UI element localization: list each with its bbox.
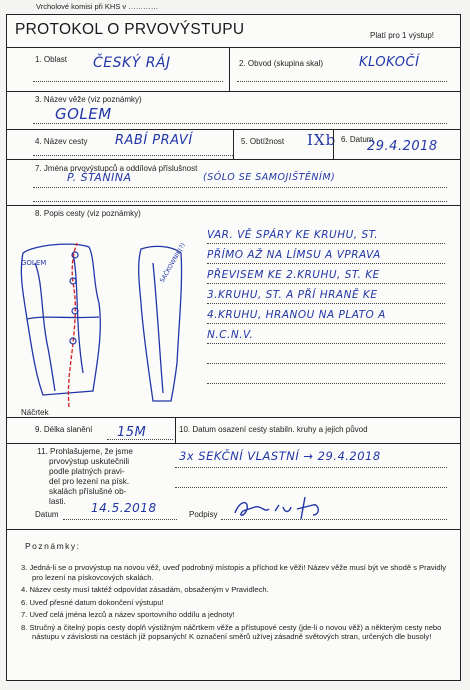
sketch-neighbor-label: SAČKOWNIK(?) [158,242,187,284]
area-value[interactable]: ČESKÝ RÁJ [93,55,171,71]
anchor-label: 10. Datum osazení cesty stabiln. kruhy a jejich původ [179,425,368,434]
district-label: 2. Obvod (skupina skal) [239,59,324,68]
note-8: 8. Stručný a čitelný popis cesty doplň výstižným náčrtkem věže a přístupové cesty (jde-li o novou věž) a některým cesty nebo nástupu v závislosti na cestách již popsaných! K označení směrů užívej zásadně světových stran, určených dle busoly! [21,622,442,641]
validity-note: Platí pro 1 výstup! [370,31,435,40]
notes-title: Poznámky: [25,541,81,551]
signatures-label: Podpisy [189,510,218,519]
description-line-2[interactable]: PŘÍMO AŽ NA LÍMSU A VPRAVA [207,249,381,261]
note-7: 7. Uveď celá jména lezců a název sportovního oddílu a jednoty! [21,610,235,619]
sketch-golem-label: GOLEM [21,259,47,267]
sign-date-label: Datum [35,510,59,519]
sketch-label: Náčrtek [21,408,49,417]
anchor-value[interactable]: 3x SEKČNÍ VLASTNÍ → 29.4.2018 [179,449,381,463]
description-line-6[interactable]: N.C.N.V. [207,329,254,341]
route-name-label: 4. Název cesty [35,137,88,146]
difficulty-label: 5. Obtížnost [241,137,285,146]
tower-label: 3. Název věže (viz poznámky) [35,95,142,104]
climber-note[interactable]: (SÓLO SE SAMOJIŠTĚNÍM) [203,172,336,183]
date-value[interactable]: 29.4.2018 [367,139,438,154]
description-line-3[interactable]: PŘEVISEM KE 2.KRUHU, ST. KE [207,269,380,281]
sign-date-value[interactable]: 14.5.2018 [91,501,157,515]
date-label: 6. Datum [341,135,374,144]
route-name-value[interactable]: RABÍ PRAVÍ [115,133,193,148]
route-sketch [13,223,205,407]
area-label: 1. Oblast [35,55,68,64]
district-value[interactable]: KLOKOČÍ [359,55,420,70]
declaration: 11. Prohlašujeme, že jsme prvovýstup uskutečnili podle platných pravi- del pro lezení na písk. skalách příslušné ob- lasti. [37,447,133,506]
tower-value[interactable]: GOLEM [55,105,112,123]
climber-label: 7. Jména prvovýstupců a oddílová příslušnost [35,164,198,173]
description-line-4[interactable]: 3.KRUHU, ST. A PŘÍ HRANĚ KE [207,289,378,301]
note-3: 3. Jedná-li se o prvovýstup na novou věž, uveď podrobný místopis a příchod ke věži! Název věže musí být ve shodě s Pravidly pro lezení na pískovcových skalách. [21,563,447,582]
climber-value[interactable]: P. ŠTANINA [67,171,132,184]
protocol-form [6,14,461,681]
notes-list [21,563,449,642]
signature [231,493,331,523]
rappel-value[interactable]: 15M [117,425,147,440]
commission-label: Vrcholové komisi při KHS v ………… [36,2,159,11]
rappel-label: 9. Délka slanění [35,425,93,434]
description-label: 8. Popis cesty (viz poznámky) [35,209,141,218]
note-4: 4. Název cesty musí taktéž odpovídat zásadám, obsaženým v Pravidlech. [21,585,269,594]
neighbor-tower-outline [139,246,182,401]
route-line [68,243,77,407]
description-line-5[interactable]: 4.KRUHU, HRANOU NA PLATO A [207,309,386,321]
difficulty-value[interactable]: IXb [307,131,337,149]
description-lines [207,223,447,403]
note-6: 6. Uveď přesné datum dokončení výstupu! [21,597,164,607]
description-line-1[interactable]: VAR. VĚ SPÁRY KE KRUHU, ST. [207,229,379,241]
page-title: PROTOKOL O PRVOVÝSTUPU [15,21,245,38]
